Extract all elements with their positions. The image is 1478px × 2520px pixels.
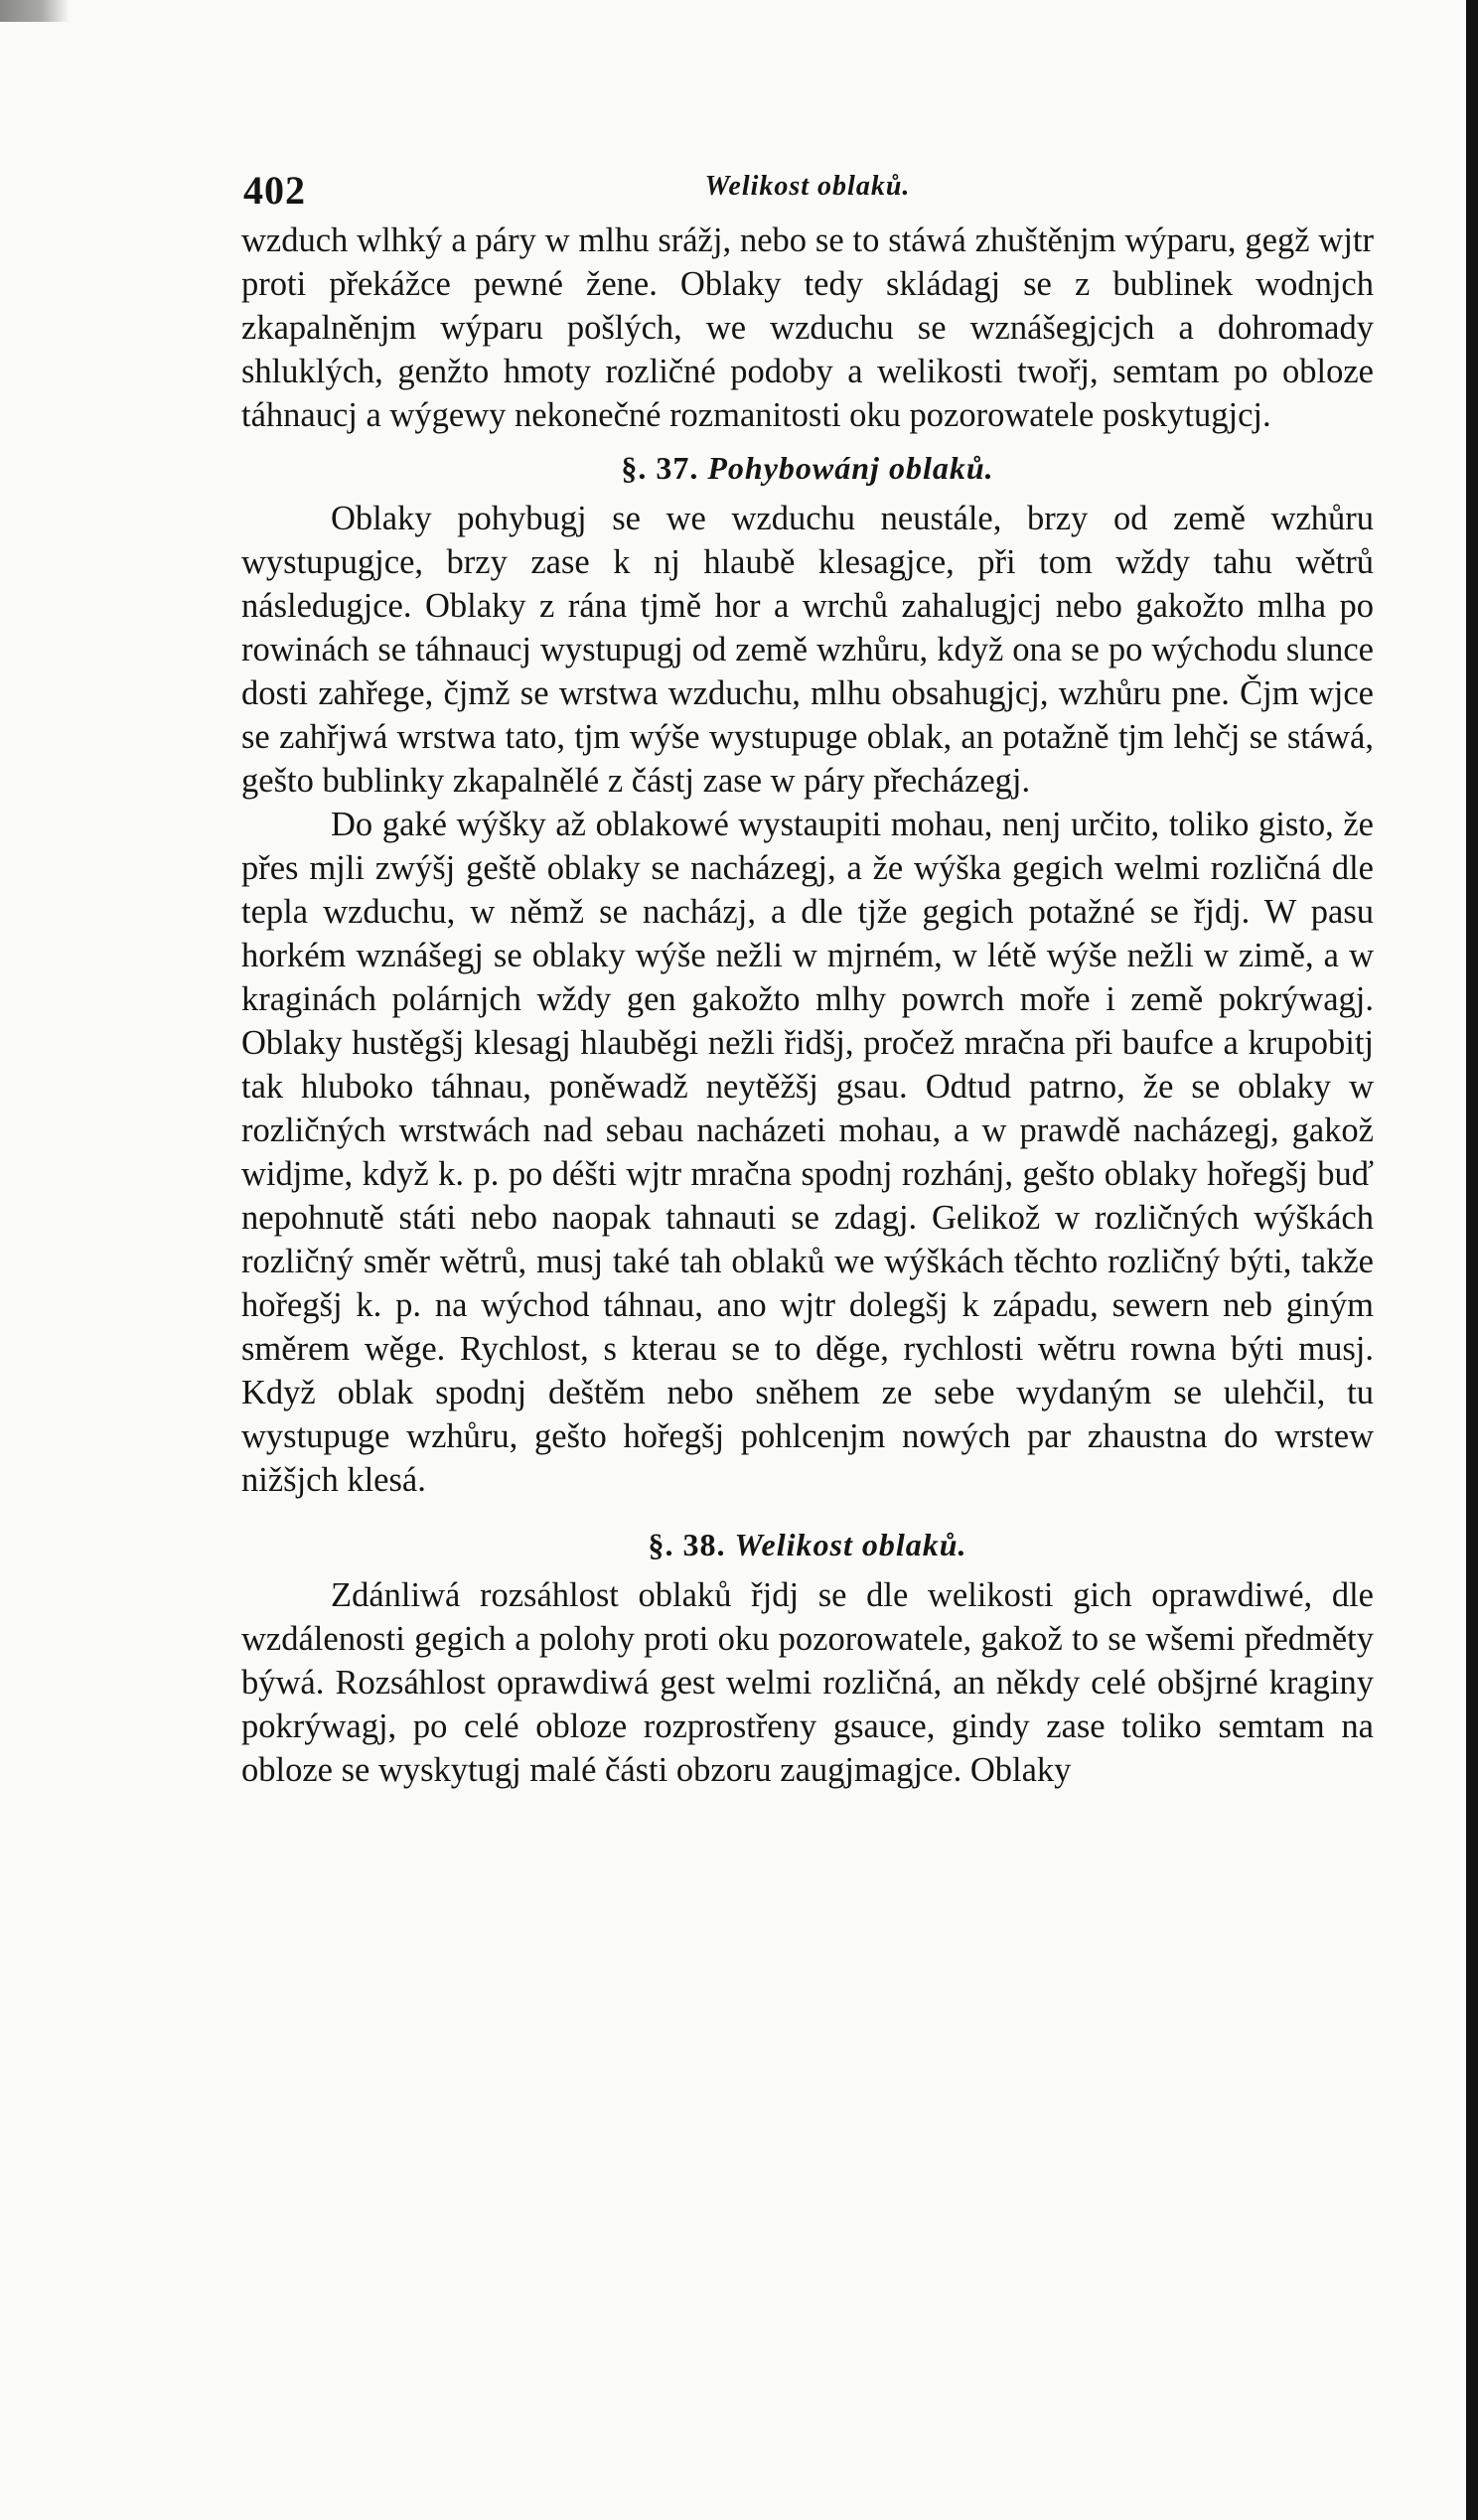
paragraph-cloud-height: Do gaké wýšky až oblakowé wystaupiti mohau, nenj určito, toliko gisto, že přes mjli zwýšj geště oblaky se nacházegj, a že wýška gegich welmi rozličná dle tepla wzduchu, w němž se nacházj, a dle tjže gegich potažné se řjdj. W pasu horkém wznášegj se oblaky wýše nežli w mjrném, w létě wýše nežli w zimě, a w kraginách polárnjch wždy gen gakožto mlhy powrch moře i země pokrýwagj. Oblaky hustěgšj klesagj hlauběgi nežli řidšj, pročež mračna při baufce a krupobitj tak hluboko táhnau, poněwadž neytěžšj gsau. Odtud patrno, že se oblaky w rozličných wrstwách nad sebau nacházeti mohau, a w prawdě nacházegj, gakož widjme, když k. p. po déšti wjtr mračna spodnj rozhánj, gešto oblaky hořegšj buď nepohnutě státi nebo naopak tahnauti se zdagj. Gelikož w rozličných wýškách rozličný směr wětrů, musj také tah oblaků we wýškách těchto rozličný býti, takže hořegšj k. p. na wýchod táhnau, ano wjtr dolegšj k západu, sewern neb giným směrem wěge. Rychlost, s kterau se to děge, rychlosti wětru rowna býti musj. Když oblak spodnj deštěm nebo sněhem ze sebe wydaným se ulehčil, tu wystupuge wzhůru, gešto hořegšj pohlcenjm nowých par zhaustna do wrstew nižšjch klesá. [241,806,1374,1499]
section-number-38: §. 38. [648,1527,726,1562]
page-number: 402 [243,168,306,213]
section-title-37: Pohybowánj oblaků. [707,450,994,486]
page-header [241,159,1374,219]
section-heading-38 [241,1520,1374,1569]
paragraph-continuation: wzduch wlhký a páry w mlhu srážj, nebo se to stáwá zhuštěnjm wýparu, gegž wjtr proti překážce pewné žene. Oblaky tedy skládagj se z bublinek wodnjch zkapalněnjm wýparu pošlých, we wzduchu se wznášegjcjch a dohromady shluklých, genžto hmoty rozličné podoby a welikosti twořj, semtam po obloze táhnaucj a wýgewy nekonečné rozmanitosti oku pozorowatele poskytugjcj. [241,222,1374,434]
section-title-38: Welikost oblaků. [734,1527,967,1562]
section-number-37: §. 37. [621,450,699,486]
scan-corner-shadow [0,0,70,22]
book-page [241,159,1374,1792]
scan-right-edge [1466,0,1478,2520]
paragraph-cloud-motion: Oblaky pohybugj se we wzduchu neustále, brzy od země wzhůru wystupugjce, brzy zase k nj hlaubě klesagjce, při tom wždy tahu wětrů následugjce. Oblaky z rána tjmě hor a wrchů zahalugjcj nebo gakožto mlha po rowinách se táhnaucj wystupugj od země wzhůru, když ona se po wýchodu slunce dosti zahřege, čjmž se wrstwa wzduchu, mlhu obsahugjcj, wzhůru pne. Čjm wjce se zahřjwá wrstwa tato, tjm wýše wystupuge oblak, an potažně tjm lehčj se stáwá, gešto bublinky zkapalnělé z částj zase w páry přecházegj. [241,500,1374,800]
paragraph-cloud-size: Zdánliwá rozsáhlost oblaků řjdj se dle welikosti gich oprawdiwé, dle wzdálenosti gegich a polohy proti oku pozorowatele, gakož to se wšemi předměty býwá. Rozsáhlost oprawdiwá gest welmi rozličná, an někdy celé obšjrné kraginy pokrýwagj, po celé obloze rozprostřeny gsauce, gindy zase toliko semtam na obloze se wyskytugj malé části obzoru zaugjmagjce. Oblaky [241,1576,1374,1789]
running-head: Welikost oblaků. [704,171,911,202]
section-heading-37 [241,443,1374,493]
